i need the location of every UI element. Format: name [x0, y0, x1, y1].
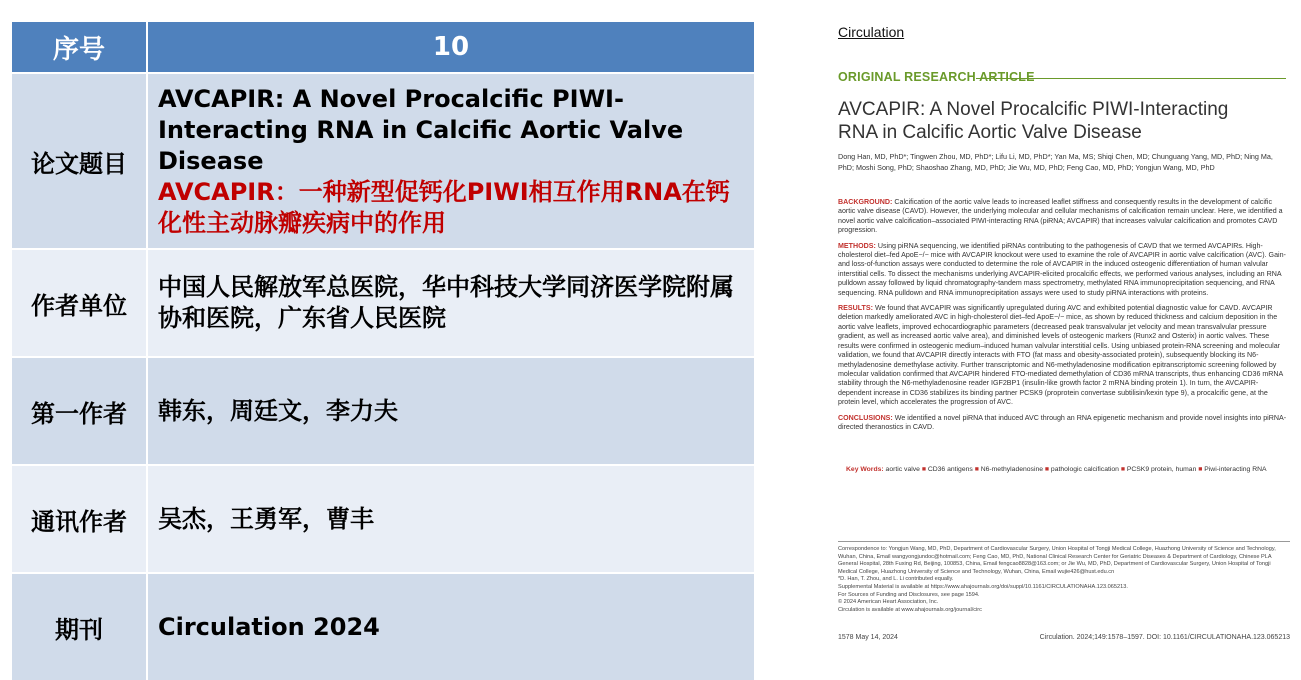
keywords-heading: Key Words:: [846, 466, 884, 473]
abstract-background: [838, 198, 1290, 236]
page-footer-right: Circulation. 2024;149:1578–1597. DOI: 10.1161/CIRCULATIONAHA.123.065213: [1039, 634, 1290, 641]
article-type: ORIGINAL RESEARCH ARTICLE: [838, 70, 1035, 84]
table-row-corresponding-author: [12, 466, 754, 574]
footnote-supplemental: Supplemental Material is available at https://www.ahajournals.org/doi/suppl/10.1161/CIRCULATIONAHA.123.065213.: [838, 583, 1128, 590]
article-footnotes: [838, 546, 1290, 614]
footnote-correspondence: Correspondence to: Yongjun Wang, MD, PhD, Department of Cardiovascular Surgery, Union Hospital of Tongji Medical College, Huazhong University of Science and Technology, Wuhan, China, Email wangyongjundoc@hotmail.com; Feng Cao, MD, PhD, National Clinical Research Center for Geriatric Diseases & Department of Cardiology, Chinese PLA General Hospital, 28th Fuxing Rd, Beijing, 100853, China, Email fengcao8828@163.com; or Jie Wu, MD, PhD, Department of Cardiovascular Surgery, Union Hospital of Tongji Medical College, Huazhong University of Science and Technology, Wuhan, China, Email wujie426@hust.edu.cn: [838, 546, 1276, 575]
methods-text: Using piRNA sequencing, we identified piRNAs contributing to the pathogenesis of CAVD that we termed AVCAPIRs. High-cholesterol diet–fed ApoE−/− mice with AVCAPIR knockout were used to examine the role of AVCAPIR in aortic valve calcification (AVC). Gain- and loss-of-function assays were conducted to determine the role of AVCAPIR in the induced osteogenic differentiation of human valvular interstitial cells. To dissect the mechanisms underlying AVCAPIR-elicited procalcific effects, we performed various analyses, including an RNA pulldown assay followed by liquid chromatography-tandem mass spectrometry, methylated RNA immunoprecipitation sequencing, and RNA sequencing. RNA pulldown and RNA immunoprecipitation assays were used to study piRNA interactions with proteins.: [838, 241, 1286, 297]
conclusions-heading: CONCLUSIONS:: [838, 413, 893, 422]
corresponding-author-value: 吴杰，王勇军，曹丰: [148, 466, 754, 574]
corresponding-author-label: 通讯作者: [12, 466, 148, 574]
journal-label: 期刊: [12, 574, 148, 680]
abstract-conclusions: [838, 414, 1290, 433]
results-text: We found that AVCAPIR was significantly upregulated during AVC and exhibited potential diagnostic value for CAVD. AVCAPIR deletion markedly ameliorated AVC in high-cholesterol diet–fed ApoE−/− mice, as shown by reduced thickness and calcium deposition in the aortic valve leaflets, improved echocardiographic parameters (decreased peak transvalvular jet velocity and mean transvalvular pressure gradient, as well as increased aortic valve area), and diminished levels of osteogenic markers (Runx2 and Osterix) in aortic valves. These results were confirmed in osteogenic medium–induced human valvular interstitial cells. Using unbiased protein-RNA screening and molecular validation, we found that AVCAPIR directly interacts with FTO (fat mass and obesity-associated protein), subsequently blocking its N6-methyladenosine demethylase activity. Further transcriptomic and N6-methyladenosine modification epitranscriptomic screening followed by molecular validation confirmed that AVCAPIR hindered FTO-mediated demethylation of CD36 mRNA transcripts, thus enhancing CD36 mRNA stability through the N6-methyladenosine reader IGF2BP1 (insulin-like growth factor 2 mRNA binding protein 1). In turn, the AVCAPIR-dependent increase in CD36 stabilizes its binding partner PCSK9 (proprotein convertase subtilisin/kexin type 9), a procalcific gene, at the protein level, which accelerates the progression of AVC.: [838, 304, 1283, 407]
table-row-journal: [12, 574, 754, 680]
abstract-methods: [838, 242, 1290, 298]
article-first-page: [826, 14, 1296, 652]
title-label: 论文题目: [12, 74, 148, 250]
background-heading: BACKGROUND:: [838, 198, 893, 206]
article-keywords: [846, 465, 1286, 474]
article-type-rule: [976, 78, 1286, 79]
keyword-separator: ■: [1044, 466, 1050, 473]
journal-value: Circulation 2024: [148, 574, 754, 680]
keyword-separator: ■: [1198, 466, 1203, 473]
results-heading: RESULTS:: [838, 304, 873, 313]
journal-name: Circulation: [838, 24, 905, 40]
first-author-label: 第一作者: [12, 358, 148, 466]
table-header-row: [12, 22, 754, 74]
footnote-copyright: © 2024 American Heart Association, Inc.: [838, 599, 939, 606]
conclusions-text: We identified a novel piRNA that induced AVC through an RNA epigenetic mechanism and provide novel insights into piRNA-directed theranostics in CAVD.: [838, 413, 1287, 431]
footnote-divider: [838, 541, 1290, 542]
keyword-item: N6-methyladenosine: [980, 466, 1044, 473]
methods-heading: METHODS:: [838, 241, 876, 250]
first-author-value: 韩东，周廷文，李力夫: [148, 358, 754, 466]
background-text: Calcification of the aortic valve leads to increased leaflet stiffness and consequently results in the development of calcific aortic valve disease (CAVD). However, the underlying molecular and cellular mechanisms of calcification remain unclear. Here, we identified a novel aortic valve calcification–associated PIWI-interacting RNA (piRNA; AVCAPIR) that increases valvular calcification and promotes CAVD progression.: [838, 198, 1283, 235]
keyword-item: PCSK9 protein, human: [1126, 466, 1197, 473]
page-footer-left: 1578 May 14, 2024: [838, 634, 898, 641]
title-value: [148, 74, 754, 250]
table-row-affiliation: [12, 250, 754, 358]
table-row-title: [12, 74, 754, 250]
paper-info-table: [12, 22, 754, 680]
abstract-results: [838, 304, 1290, 407]
affiliation-value: 中国人民解放军总医院，华中科技大学同济医学院附属协和医院，广东省人民医院: [148, 250, 754, 358]
article-abstract: [838, 198, 1290, 438]
article-title: AVCAPIR: A Novel Procalcific PIWI-Interacting RNA in Calcific Aortic Valve Disease: [838, 99, 1229, 143]
keyword-separator: ■: [974, 466, 979, 473]
keyword-item: pathologic calcification: [1050, 466, 1119, 473]
title-english: AVCAPIR: A Novel Procalcific PIWI-Interacting RNA in Calcific Aortic Valve Disease: [158, 84, 684, 175]
keyword-separator: ■: [1120, 466, 1125, 473]
footnote-availability: Circulation is available at www.ahajournals.org/journal/circ: [838, 606, 982, 613]
keyword-separator: ■: [921, 466, 926, 473]
article-authors: Dong Han, MD, PhD*; Tingwen Zhou, MD, PhD*; Lifu Li, MD, PhD*; Yan Ma, MS; Shiqi Chen, MD; Chunguang Yang, MD, PhD; Ning Ma, PhD; Moshi Song, PhD; Shaoshao Zhang, MD, PhD; Jie Wu, MD, PhD; Feng Cao, MD, PhD; Yongjun Wang, MD, PhD: [838, 152, 1273, 172]
title-chinese: AVCAPIR：一种新型促钙化PIWI相互作用RNA在钙化性主动脉瓣疾病中的作用: [158, 177, 730, 237]
keyword-item: Piwi-interacting RNA: [1204, 466, 1267, 473]
table-row-first-author: [12, 358, 754, 466]
header-value: 10: [148, 22, 754, 74]
affiliation-label: 作者单位: [12, 250, 148, 358]
footnote-funding: For Sources of Funding and Disclosures, see page 1594.: [838, 591, 980, 598]
footnote-equal-contribution: *D. Han, T. Zhou, and L. Li contributed equally.: [838, 576, 954, 583]
header-label: 序号: [12, 22, 148, 74]
keyword-item: CD36 antigens: [927, 466, 973, 473]
keyword-item: aortic valve: [885, 466, 920, 473]
